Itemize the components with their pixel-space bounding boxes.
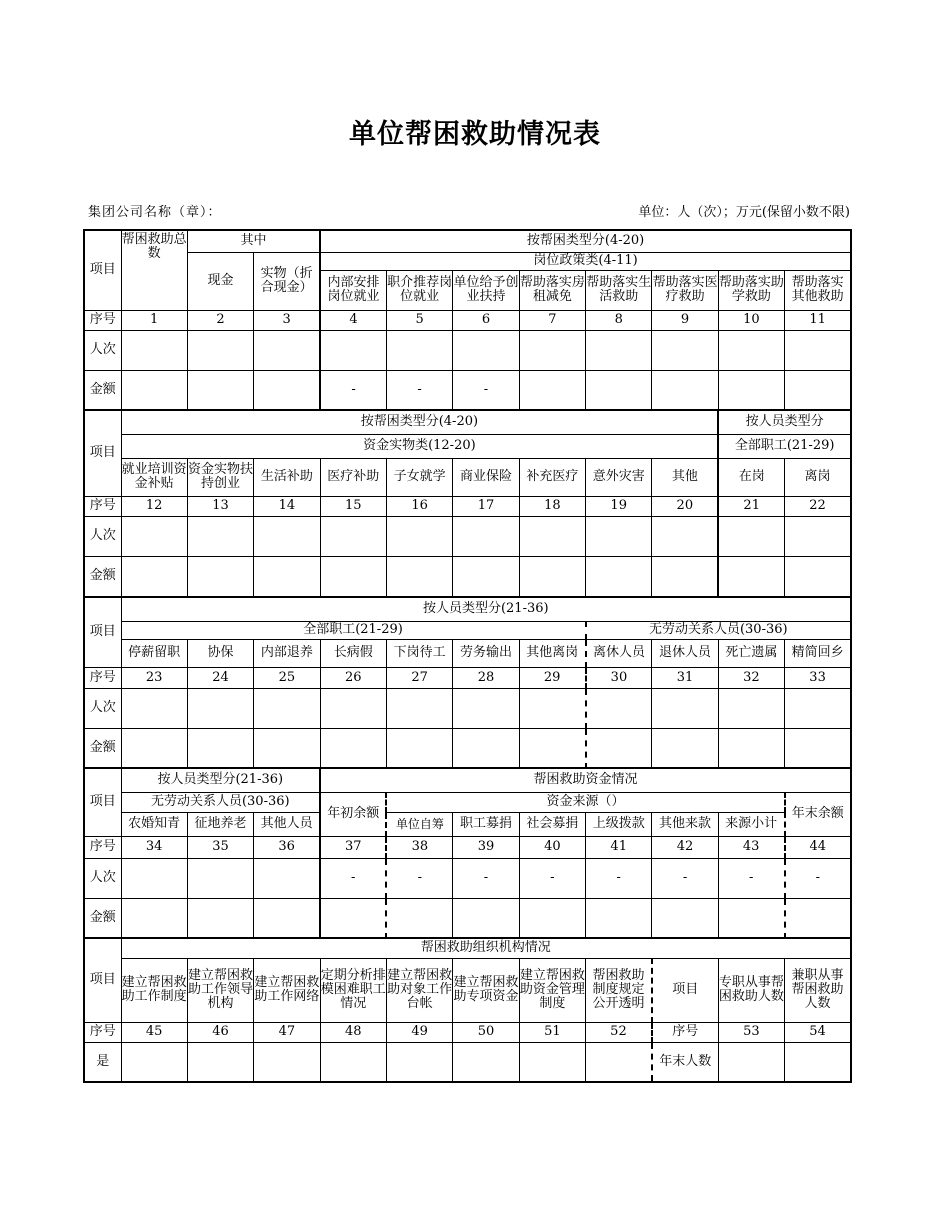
col-header: 资金实物扶持创业 <box>187 458 253 496</box>
data-cell[interactable] <box>586 516 652 556</box>
data-cell[interactable] <box>187 688 253 728</box>
row-label-amount: 金额 <box>84 556 121 596</box>
col-header: 其他人员 <box>254 812 320 836</box>
seq-cell: 42 <box>652 836 718 858</box>
col-header: 帮助落实生活救助 <box>586 270 652 310</box>
data-cell[interactable]: - <box>453 858 519 898</box>
col-header: 就业培训资金补贴 <box>121 458 187 496</box>
col-header: 单位自筹 <box>386 812 452 836</box>
data-cell[interactable] <box>785 330 851 370</box>
seq-cell: 54 <box>785 1022 851 1042</box>
data-cell[interactable] <box>386 1042 452 1082</box>
data-cell[interactable]: - <box>718 858 784 898</box>
col-header: 上级拨款 <box>586 812 652 836</box>
col-header: 社会募捐 <box>519 812 585 836</box>
col-header: 建立帮困救助资金管理制度 <box>519 958 585 1022</box>
seq-cell: 16 <box>386 496 452 516</box>
seq-cell: 45 <box>121 1022 187 1042</box>
seq-cell: 30 <box>586 667 652 688</box>
data-cell[interactable]: - <box>320 858 386 898</box>
data-cell[interactable] <box>785 370 851 410</box>
col-header: 兼职从事帮困救助人数 <box>785 958 851 1022</box>
col-header: 下岗待工 <box>386 639 452 667</box>
col-header: 职工募捐 <box>453 812 519 836</box>
col-header: 离休人员 <box>586 639 652 667</box>
col-header: 建立帮困救助专项资金 <box>453 958 519 1022</box>
data-cell[interactable] <box>519 898 585 938</box>
seq-cell: 31 <box>652 667 718 688</box>
seq-cell: 23 <box>121 667 187 688</box>
row-label-item: 项目 <box>84 938 121 1022</box>
data-cell[interactable] <box>121 728 187 768</box>
col-header: 内部退养 <box>254 639 320 667</box>
header-no-labor: 无劳动关系人员(30-36) <box>121 792 320 812</box>
seq-cell: 27 <box>386 667 452 688</box>
data-cell[interactable]: - <box>785 858 851 898</box>
seq-cell: 22 <box>785 496 851 516</box>
col-header: 征地养老 <box>187 812 253 836</box>
col-header: 停薪留职 <box>121 639 187 667</box>
data-cell[interactable] <box>187 1042 253 1082</box>
data-cell[interactable] <box>187 556 253 596</box>
data-cell[interactable] <box>453 688 519 728</box>
col-header: 来源小计 <box>718 812 784 836</box>
section-4-table <box>83 767 852 939</box>
seq-cell: 35 <box>187 836 253 858</box>
data-cell[interactable] <box>187 330 253 370</box>
seq-cell: 5 <box>386 310 452 330</box>
data-cell[interactable]: - <box>386 858 452 898</box>
col-header: 单位给予创业扶持 <box>453 270 519 310</box>
seq-cell: 43 <box>718 836 784 858</box>
data-cell[interactable] <box>320 516 386 556</box>
data-cell[interactable] <box>254 516 320 556</box>
data-cell[interactable] <box>785 516 851 556</box>
col-header: 退休人员 <box>652 639 718 667</box>
col-header: 医疗补助 <box>320 458 386 496</box>
data-cell[interactable] <box>652 556 718 596</box>
header-by-type: 按帮困类型分(4-20) <box>320 230 851 252</box>
data-cell[interactable] <box>386 330 452 370</box>
header-fund-status: 帮困救助资金情况 <box>320 768 851 792</box>
data-cell[interactable] <box>254 370 320 410</box>
data-cell[interactable] <box>652 330 718 370</box>
year-end-count-label: 年末人数 <box>652 1042 718 1082</box>
seq-cell: 37 <box>320 836 386 858</box>
data-cell[interactable] <box>320 1042 386 1082</box>
col-header: 商业保险 <box>453 458 519 496</box>
data-cell[interactable]: - <box>586 858 652 898</box>
col-header: 帮助落实房租减免 <box>519 270 585 310</box>
data-cell[interactable] <box>320 330 386 370</box>
row-label-item: 项目 <box>84 597 121 667</box>
row-label-is: 是 <box>84 1042 121 1082</box>
data-cell[interactable] <box>519 688 585 728</box>
seq-cell: 11 <box>785 310 851 330</box>
header-org-status: 帮困救助组织机构情况 <box>121 938 851 958</box>
row-label-amount: 金额 <box>84 898 121 938</box>
seq-cell: 24 <box>187 667 253 688</box>
seq-cell: 15 <box>320 496 386 516</box>
data-cell[interactable] <box>386 516 452 556</box>
seq-cell: 32 <box>718 667 784 688</box>
data-cell[interactable] <box>320 688 386 728</box>
data-cell[interactable] <box>586 330 652 370</box>
data-cell[interactable] <box>718 516 784 556</box>
data-cell[interactable] <box>519 330 585 370</box>
col-header: 内部安排岗位就业 <box>320 270 386 310</box>
col-header: 离岗 <box>785 458 851 496</box>
seq-cell: 7 <box>519 310 585 330</box>
data-cell[interactable] <box>121 330 187 370</box>
header-total-help: 帮困救助总数 <box>121 230 187 310</box>
header-year-end: 年末余额 <box>785 792 851 836</box>
col-header: 子女就学 <box>386 458 452 496</box>
row-label-seq: 序号 <box>84 667 121 688</box>
seq-cell: 44 <box>785 836 851 858</box>
data-cell[interactable] <box>254 898 320 938</box>
data-cell[interactable] <box>187 370 253 410</box>
data-cell[interactable] <box>586 370 652 410</box>
data-cell[interactable] <box>718 688 784 728</box>
header-year-begin: 年初余额 <box>320 792 386 836</box>
data-cell[interactable] <box>586 728 652 768</box>
row-label-seq: 序号 <box>84 836 121 858</box>
seq-cell: 34 <box>121 836 187 858</box>
seq-cell: 19 <box>586 496 652 516</box>
data-cell[interactable] <box>785 728 851 768</box>
data-cell[interactable] <box>386 556 452 596</box>
data-cell[interactable] <box>254 688 320 728</box>
seq-cell: 20 <box>652 496 718 516</box>
seq-cell: 51 <box>519 1022 585 1042</box>
row-label-persons: 人次 <box>84 858 121 898</box>
row-label-item: 项目 <box>84 230 121 310</box>
data-cell[interactable] <box>254 556 320 596</box>
data-cell[interactable] <box>121 1042 187 1082</box>
seq-cell: 47 <box>254 1022 320 1042</box>
col-header: 其他 <box>652 458 718 496</box>
seq-cell: 13 <box>187 496 253 516</box>
header-by-person: 按人员类型分(21-36) <box>121 597 851 621</box>
seq-cell: 18 <box>519 496 585 516</box>
data-cell[interactable] <box>187 858 253 898</box>
data-cell[interactable] <box>453 1042 519 1082</box>
data-cell[interactable]: - <box>652 858 718 898</box>
row-label-seq: 序号 <box>84 496 121 516</box>
data-cell[interactable] <box>785 898 851 938</box>
col-header: 在岗 <box>718 458 784 496</box>
row-label-seq: 序号 <box>84 310 121 330</box>
data-cell[interactable] <box>718 898 784 938</box>
header-fund-source: 资金来源（） <box>386 792 784 812</box>
section-5-table <box>83 937 852 1083</box>
section-3-table <box>83 596 852 769</box>
data-cell[interactable] <box>453 898 519 938</box>
seq-cell: 33 <box>785 667 851 688</box>
col-header: 劳务输出 <box>453 639 519 667</box>
data-cell[interactable] <box>254 330 320 370</box>
data-cell[interactable] <box>453 516 519 556</box>
col-header: 帮困救助制度规定公开透明 <box>586 958 652 1022</box>
data-cell[interactable] <box>121 858 187 898</box>
seq-cell: 49 <box>386 1022 452 1042</box>
header-post-policy: 岗位政策类(4-11) <box>320 252 851 270</box>
col-header: 帮助落实其他救助 <box>785 270 851 310</box>
seq-cell: 39 <box>453 836 519 858</box>
col-header: 建立帮困救助对象工作台帐 <box>386 958 452 1022</box>
company-name-label: 集团公司名称（章）： <box>88 205 222 220</box>
data-cell[interactable] <box>519 516 585 556</box>
col-header: 其他来款 <box>652 812 718 836</box>
data-cell[interactable] <box>785 1042 851 1082</box>
data-cell[interactable] <box>453 728 519 768</box>
col-header: 职介推荐岗位就业 <box>386 270 452 310</box>
seq-cell: 8 <box>586 310 652 330</box>
data-cell[interactable] <box>320 898 386 938</box>
col-header: 帮助落实助学救助 <box>718 270 784 310</box>
seq-cell: 10 <box>718 310 784 330</box>
data-cell[interactable] <box>718 728 784 768</box>
col-header: 建立帮困救助工作制度 <box>121 958 187 1022</box>
data-cell[interactable] <box>519 728 585 768</box>
row-label-persons: 人次 <box>84 688 121 728</box>
header-by-type: 按帮困类型分(4-20) <box>121 410 718 434</box>
data-cell[interactable] <box>652 728 718 768</box>
seq-cell: 50 <box>453 1022 519 1042</box>
data-cell[interactable] <box>785 556 851 596</box>
data-cell[interactable] <box>121 688 187 728</box>
section-1-table <box>83 229 852 411</box>
header-goods: 实物（折合现金） <box>254 252 320 310</box>
data-cell[interactable] <box>187 898 253 938</box>
data-cell[interactable] <box>254 1042 320 1082</box>
col-header: 建立帮困救助工作网络 <box>254 958 320 1022</box>
seq-cell: 40 <box>519 836 585 858</box>
seq-cell: 1 <box>121 310 187 330</box>
seq-cell: 2 <box>187 310 253 330</box>
row-label-item: 项目 <box>84 410 121 496</box>
data-cell[interactable] <box>718 330 784 370</box>
header-by-person: 按人员类型分(21-36) <box>121 768 320 792</box>
seq-cell: 28 <box>453 667 519 688</box>
header-no-labor: 无劳动关系人员(30-36) <box>586 621 852 639</box>
data-cell[interactable] <box>586 898 652 938</box>
seq-cell: 25 <box>254 667 320 688</box>
data-cell[interactable] <box>519 370 585 410</box>
col-header: 意外灾害 <box>586 458 652 496</box>
page-title: 单位帮困救助情况表 <box>349 119 601 150</box>
col-header: 农婚知青 <box>121 812 187 836</box>
data-cell[interactable] <box>121 898 187 938</box>
seq-cell: 12 <box>121 496 187 516</box>
data-cell[interactable] <box>320 728 386 768</box>
header-fund-goods: 资金实物类(12-20) <box>121 434 718 458</box>
data-cell[interactable] <box>320 556 386 596</box>
data-cell[interactable] <box>718 556 784 596</box>
data-cell[interactable] <box>586 688 652 728</box>
data-cell[interactable] <box>121 370 187 410</box>
row-label-persons: 人次 <box>84 516 121 556</box>
seq-cell: 9 <box>652 310 718 330</box>
seq-cell: 38 <box>386 836 452 858</box>
header-all-staff: 全部职工(21-29) <box>718 434 851 458</box>
data-cell[interactable] <box>187 728 253 768</box>
data-cell[interactable] <box>386 688 452 728</box>
col-header: 补充医疗 <box>519 458 585 496</box>
seq-cell: 48 <box>320 1022 386 1042</box>
seq-cell: 36 <box>254 836 320 858</box>
data-cell[interactable] <box>386 898 452 938</box>
seq-cell: 6 <box>453 310 519 330</box>
header-among: 其中 <box>187 230 320 252</box>
header-all-staff: 全部职工(21-29) <box>121 621 586 639</box>
data-cell[interactable]: - <box>386 370 452 410</box>
seq-cell: 17 <box>453 496 519 516</box>
data-cell[interactable]: - <box>320 370 386 410</box>
data-cell[interactable] <box>519 1042 585 1082</box>
col-header: 其他离岗 <box>519 639 585 667</box>
data-cell[interactable] <box>652 688 718 728</box>
data-cell[interactable] <box>785 688 851 728</box>
data-cell[interactable] <box>586 1042 652 1082</box>
data-cell[interactable] <box>453 556 519 596</box>
seq-cell: 53 <box>718 1022 784 1042</box>
data-cell[interactable] <box>453 330 519 370</box>
seq-cell: 序号 <box>652 1022 718 1042</box>
seq-cell: 29 <box>519 667 585 688</box>
row-label-amount: 金额 <box>84 728 121 768</box>
col-header: 协保 <box>187 639 253 667</box>
data-cell[interactable] <box>652 516 718 556</box>
col-header: 项目 <box>652 958 718 1022</box>
row-label-item: 项目 <box>84 768 121 836</box>
data-cell[interactable] <box>254 858 320 898</box>
data-cell[interactable] <box>718 1042 784 1082</box>
data-cell[interactable] <box>718 370 784 410</box>
data-cell[interactable] <box>254 728 320 768</box>
col-header: 帮助落实医疗救助 <box>652 270 718 310</box>
col-header: 生活补助 <box>254 458 320 496</box>
header-cash: 现金 <box>187 252 253 310</box>
seq-cell: 14 <box>254 496 320 516</box>
seq-cell: 21 <box>718 496 784 516</box>
data-cell[interactable]: - <box>519 858 585 898</box>
row-label-amount: 金额 <box>84 370 121 410</box>
seq-cell: 3 <box>254 310 320 330</box>
data-cell[interactable]: - <box>453 370 519 410</box>
header-by-person: 按人员类型分 <box>718 410 851 434</box>
seq-cell: 46 <box>187 1022 253 1042</box>
data-cell[interactable] <box>652 898 718 938</box>
col-header: 定期分析排模困难职工情况 <box>320 958 386 1022</box>
data-cell[interactable] <box>652 370 718 410</box>
section-2-table <box>83 409 852 597</box>
data-cell[interactable] <box>187 516 253 556</box>
data-cell[interactable] <box>121 556 187 596</box>
seq-cell: 26 <box>320 667 386 688</box>
data-cell[interactable] <box>121 516 187 556</box>
col-header: 精简回乡 <box>785 639 851 667</box>
seq-cell: 52 <box>586 1022 652 1042</box>
col-header: 长病假 <box>320 639 386 667</box>
seq-cell: 4 <box>320 310 386 330</box>
col-header: 死亡遗属 <box>718 639 784 667</box>
data-cell[interactable] <box>586 556 652 596</box>
col-header: 专职从事帮困救助人数 <box>718 958 784 1022</box>
data-cell[interactable] <box>519 556 585 596</box>
col-header: 建立帮困救助工作领导机构 <box>187 958 253 1022</box>
row-label-persons: 人次 <box>84 330 121 370</box>
seq-cell: 41 <box>586 836 652 858</box>
data-cell[interactable] <box>386 728 452 768</box>
row-label-seq: 序号 <box>84 1022 121 1042</box>
unit-label: 单位：人（次）；万元(保留小数不限) <box>638 205 850 220</box>
